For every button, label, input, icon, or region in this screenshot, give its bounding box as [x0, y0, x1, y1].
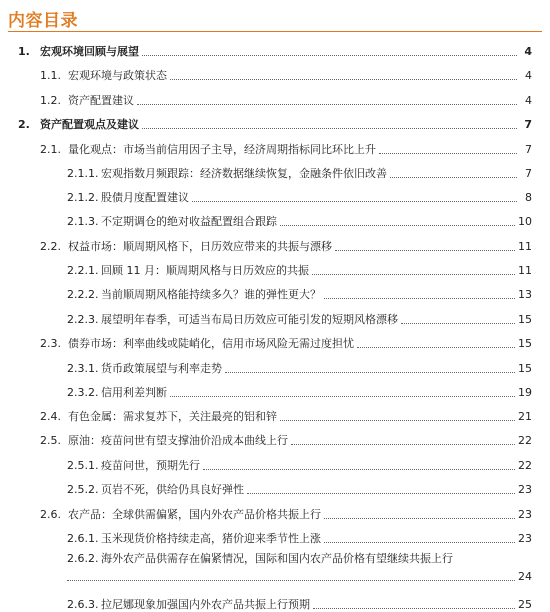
toc-entry[interactable]	[67, 309, 532, 327]
toc-entry-text: 玉米现货价格持续走高，猪价迎来季节性上涨	[101, 532, 321, 545]
toc-entry-number: 2.6.2.	[67, 552, 99, 565]
toc-entry[interactable]	[18, 114, 532, 132]
toc-leader-dots	[137, 104, 517, 105]
toc-entry-number: 2.1.3.	[67, 215, 99, 228]
toc-entry-page: 22	[518, 459, 532, 472]
toc-entry-page: 23	[518, 508, 532, 521]
toc-entry-number: 2.1.1.	[67, 167, 99, 180]
toc-entry-text: 拉尼娜现象加强国内外农产品共振上行预期	[101, 598, 310, 611]
toc-leader-dots	[390, 177, 517, 178]
toc-entry-text: 债券市场：利率曲线或陡峭化，信用市场风险无需过度担忧	[68, 337, 354, 350]
toc-entry-page: 15	[518, 362, 532, 375]
toc-entry[interactable]	[67, 528, 532, 546]
toc-entry-text: 资产配置建议	[68, 94, 134, 107]
toc-leader-dots	[357, 347, 515, 348]
toc-entry[interactable]	[40, 406, 532, 424]
toc-entry-number: 2.	[18, 118, 30, 131]
toc-entry-number: 2.5.1.	[67, 459, 99, 472]
toc-entry-text: 宏观指数月频跟踪：经济数据继续恢复，金融条件依旧改善	[101, 167, 387, 180]
toc-entry-number: 2.1.	[40, 143, 61, 156]
toc-leader-dots	[247, 493, 515, 494]
toc-entry[interactable]	[40, 236, 532, 254]
toc-entry-number: 2.5.2.	[67, 483, 99, 496]
toc-leader-dots	[203, 469, 515, 470]
toc-entry-number: 1.	[18, 45, 30, 58]
toc-entry-page: 4	[525, 94, 532, 107]
toc-entry[interactable]	[67, 284, 532, 302]
toc-leader-dots	[142, 55, 517, 56]
toc-entry[interactable]	[67, 163, 532, 181]
toc-entry-text: 信用利差判断	[101, 386, 167, 399]
toc-entry-page: 7	[525, 143, 532, 156]
toc-entry-text: 宏观环境回顾与展望	[40, 45, 139, 58]
toc-entry-text: 回顾 11 月：顺周期风格与日历效应的共振	[101, 264, 309, 277]
toc-entry-text: 股债月度配置建议	[101, 191, 189, 204]
toc-leader-dots	[401, 323, 515, 324]
toc-entry-text: 原油：疫苗问世有望支撑油价沿成本曲线上行	[68, 434, 288, 447]
toc-entry-text: 页岩不死，供给仍具良好弹性	[101, 483, 244, 496]
toc-entry-text: 货币政策展望与利率走势	[101, 362, 222, 375]
toc-entry[interactable]	[67, 260, 532, 278]
toc-entry-number: 2.5.	[40, 434, 61, 447]
toc-entry-text: 量化观点：市场当前信用因子主导，经济周期指标同比环比上升	[68, 143, 376, 156]
toc-entry[interactable]	[40, 65, 532, 83]
toc-leader-dots	[280, 225, 515, 226]
toc-entry-number: 2.6.1.	[67, 532, 99, 545]
toc-entry[interactable]	[67, 211, 532, 229]
toc-entry-page: 21	[518, 410, 532, 423]
toc-entry[interactable]	[40, 504, 532, 522]
toc-entry-number: 2.3.	[40, 337, 61, 350]
toc-entry-number: 2.2.	[40, 240, 61, 253]
toc-leader-dots	[324, 518, 515, 519]
toc-entry-number: 2.4.	[40, 410, 61, 423]
toc-entry-page: 7	[524, 118, 532, 131]
toc-entry-text: 宏观环境与政策状态	[68, 69, 167, 82]
toc-entry-page: 8	[525, 191, 532, 204]
toc-leader-dots	[379, 153, 517, 154]
toc-entry-number: 1.2.	[40, 94, 61, 107]
toc-entry-number: 2.1.2.	[67, 191, 99, 204]
toc-entry-text: 资产配置观点及建议	[40, 118, 139, 131]
toc-entry-number: 2.3.1.	[67, 362, 99, 375]
toc-entry[interactable]	[40, 333, 532, 351]
toc-entry[interactable]	[67, 479, 532, 497]
toc-leader-dots	[291, 444, 515, 445]
toc-entry[interactable]	[67, 594, 532, 612]
toc-entry[interactable]	[67, 382, 532, 400]
toc-entry-text: 当前顺周期风格能持续多久？谁的弹性更大？	[101, 288, 321, 301]
toc-entry-page: 25	[518, 598, 532, 611]
toc-entry-page: 13	[518, 288, 532, 301]
toc-entry-page: 22	[518, 434, 532, 447]
toc-entry-text: 海外农产品供需存在偏紧情况，国际和国内农产品价格有望继续共振上行	[101, 552, 453, 565]
toc-entry-page: 15	[518, 313, 532, 326]
toc-leader-dots	[313, 608, 515, 609]
toc-leader-dots	[225, 372, 515, 373]
toc-entry-page: 23	[518, 532, 532, 545]
toc-leader-dots	[280, 420, 515, 421]
toc-entry[interactable]	[67, 187, 532, 205]
toc-leader-dots	[67, 580, 515, 581]
toc-leader-dots	[142, 128, 517, 129]
toc-entry[interactable]	[40, 139, 532, 157]
toc-entry[interactable]	[67, 358, 532, 376]
toc-entry-text: 展望明年春季，可适当布局日历效应可能引发的短期风格漂移	[101, 313, 398, 326]
toc-entry-number: 2.6.	[40, 508, 61, 521]
toc-entry-text: 有色金属：需求复苏下，关注最亮的铝和锌	[68, 410, 277, 423]
toc-entry-page: 7	[525, 167, 532, 180]
toc-entry-text: 权益市场：顺周期风格下，日历效应带来的共振与漂移	[68, 240, 332, 253]
toc-entry-page: 10	[518, 215, 532, 228]
toc-entry[interactable]	[40, 430, 532, 448]
toc-entry-number: 1.1.	[40, 69, 61, 82]
toc-entry-text: 不定期调仓的绝对收益配置组合跟踪	[101, 215, 277, 228]
toc-entry-number: 2.3.2.	[67, 386, 99, 399]
toc-entry[interactable]	[67, 552, 453, 566]
toc-entry-page: 4	[525, 69, 532, 82]
toc-entry-page: 24	[518, 570, 532, 583]
toc-entry-number: 2.2.2.	[67, 288, 99, 301]
toc-entry[interactable]	[18, 41, 532, 59]
toc-entry-page: 19	[518, 386, 532, 399]
toc-leader-dots	[170, 396, 515, 397]
toc-entry-number: 2.2.1.	[67, 264, 99, 277]
toc-entry-page: 11	[518, 240, 532, 253]
toc-entry-page: 15	[518, 337, 532, 350]
toc-leader-dots	[335, 250, 515, 251]
toc-entry-page: 11	[518, 264, 532, 277]
toc-leader-dots	[324, 542, 515, 543]
toc-entry[interactable]	[40, 90, 532, 108]
toc-entry-number: 2.2.3.	[67, 313, 99, 326]
title-underline	[8, 31, 542, 32]
toc-leader-dots	[312, 274, 515, 275]
toc-title: 内容目录	[8, 11, 78, 31]
toc-entry-page: 23	[518, 483, 532, 496]
toc-entry-text: 农产品：全球供需偏紧，国内外农产品价格共振上行	[68, 508, 321, 521]
toc-entry-number: 2.6.3.	[67, 598, 99, 611]
toc-entry-text: 疫苗问世，预期先行	[101, 459, 200, 472]
toc-entry-continuation	[67, 568, 532, 584]
toc-leader-dots	[192, 201, 517, 202]
toc-leader-dots	[170, 79, 517, 80]
toc-leader-dots	[324, 298, 515, 299]
toc-entry-page: 4	[524, 45, 532, 58]
toc-entry[interactable]	[67, 455, 532, 473]
